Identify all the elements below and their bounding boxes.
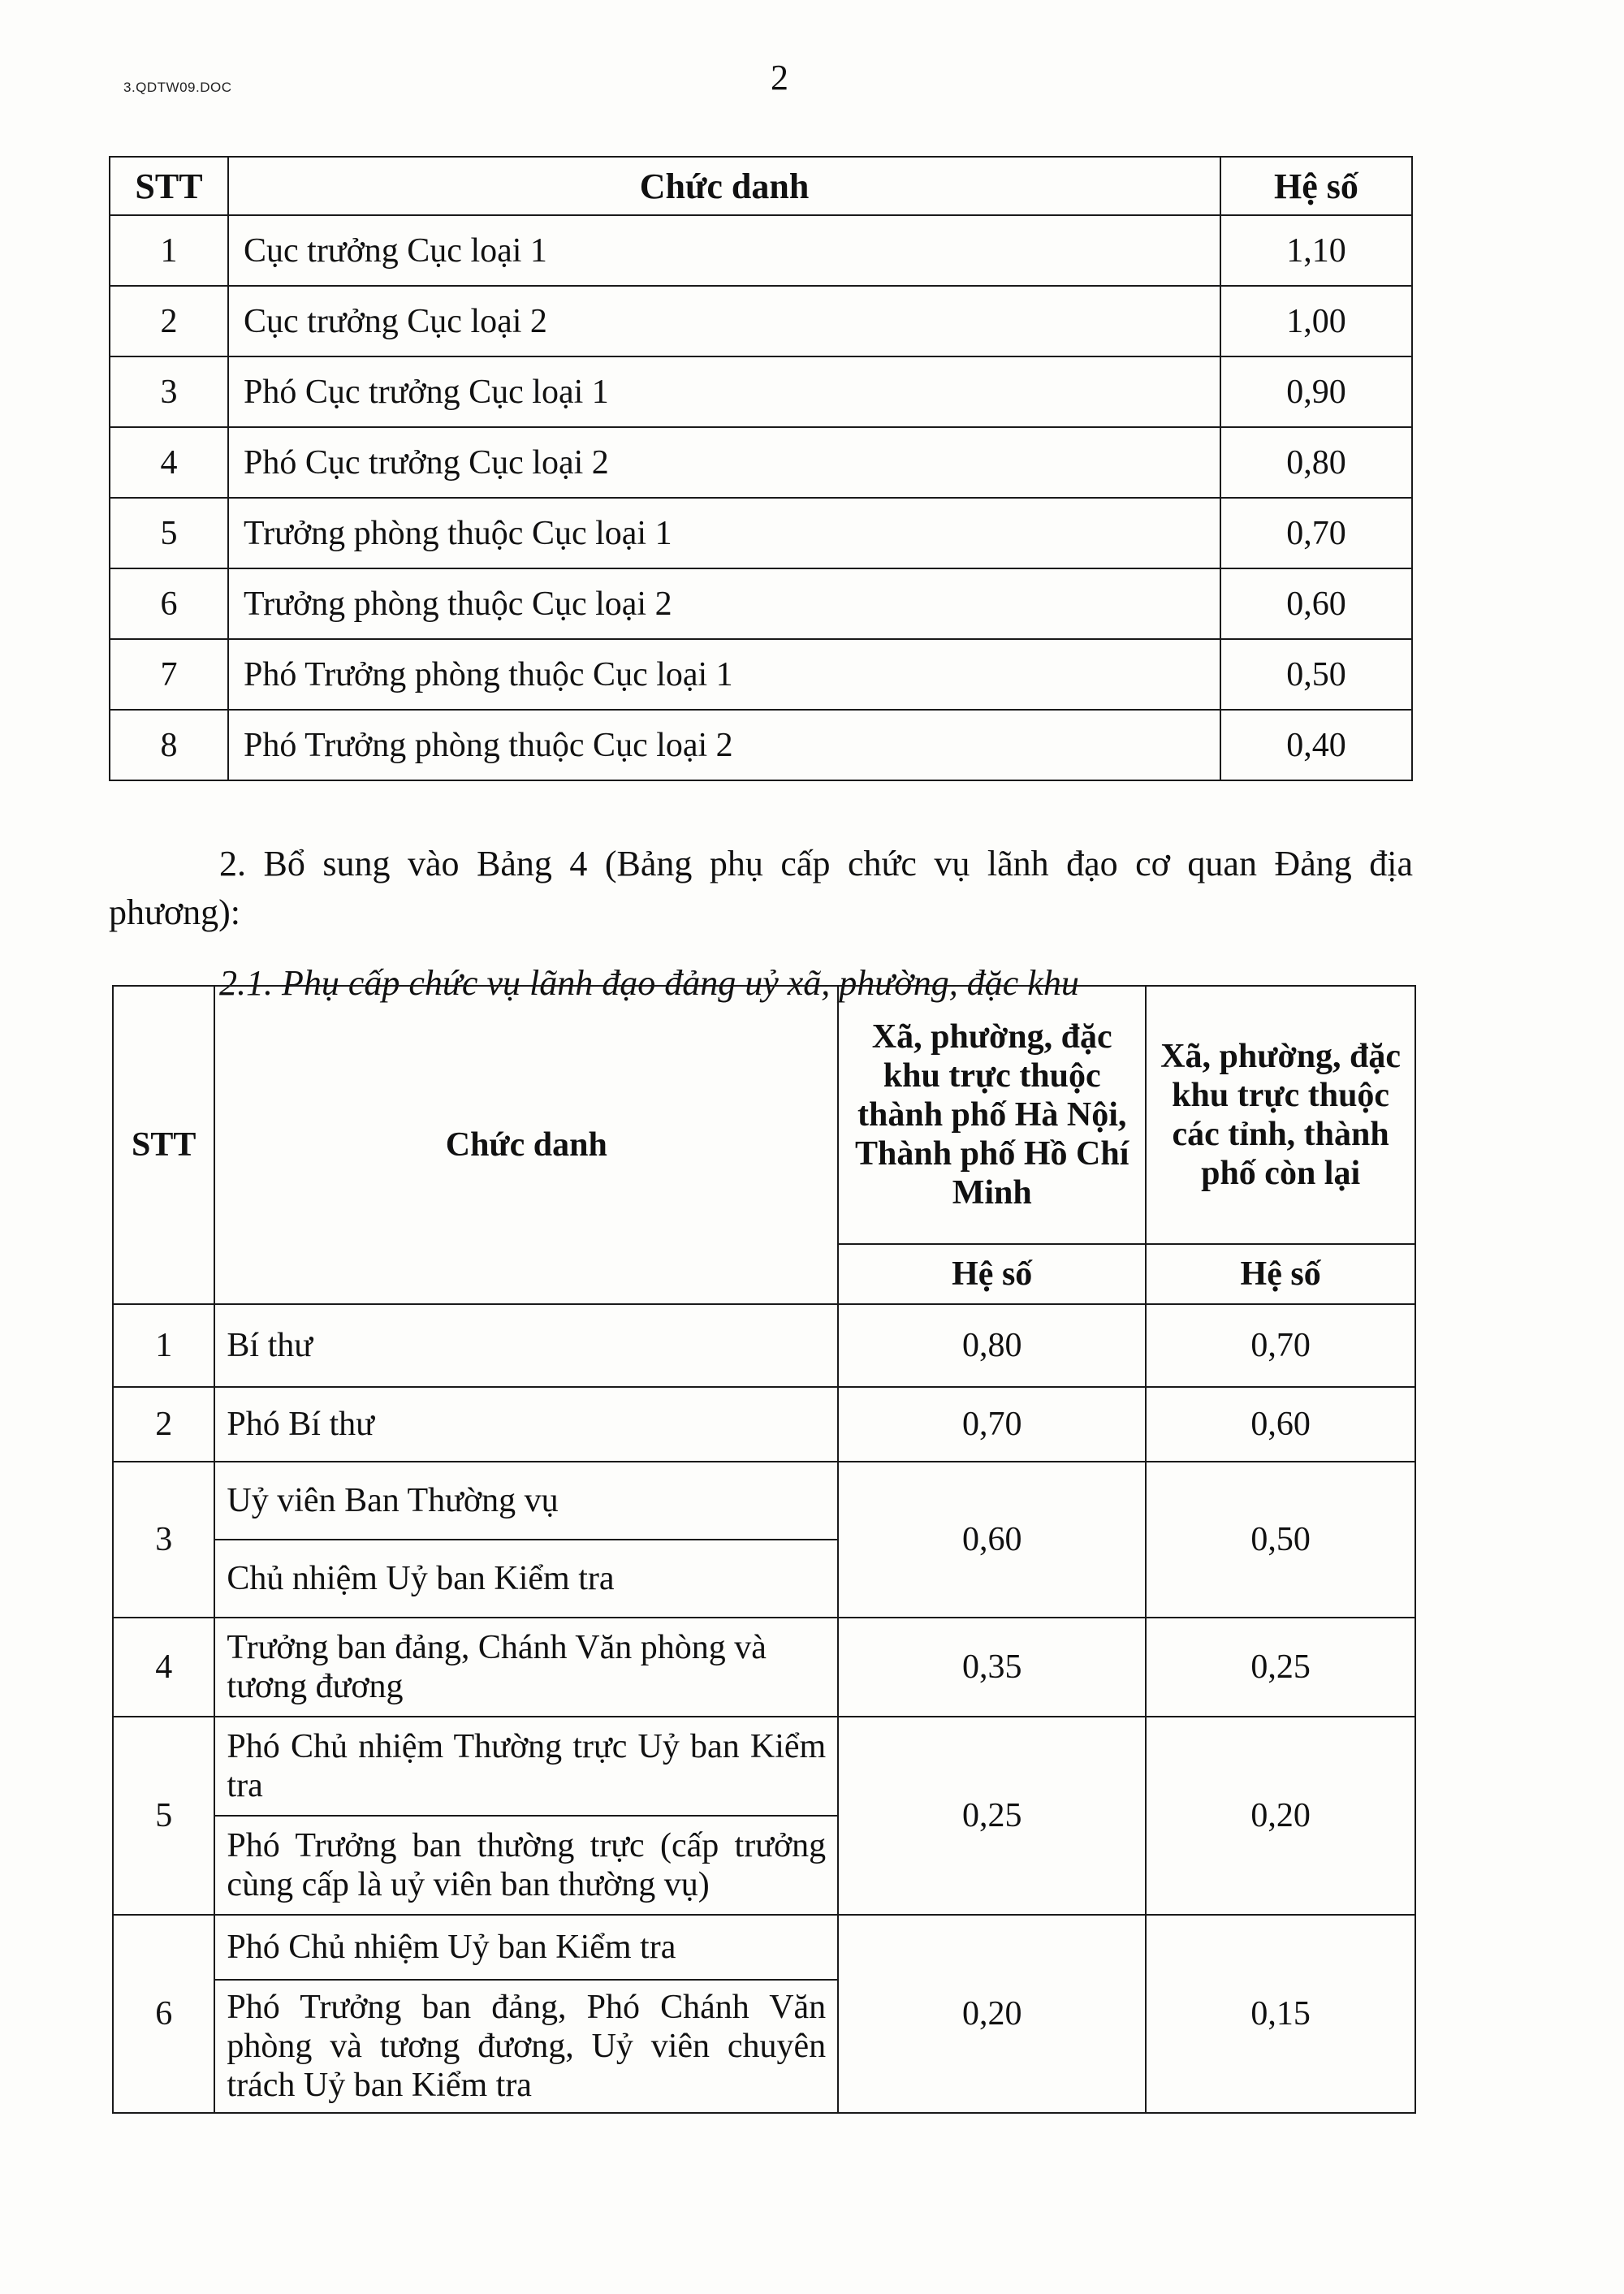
header-coefficient-1: Hệ số (838, 1244, 1146, 1304)
row-title: Bí thư (214, 1304, 838, 1387)
row-title: Uỷ viên Ban Thường vụ (214, 1462, 838, 1540)
header-title: Chức danh (214, 986, 838, 1304)
row-value-other: 0,25 (1146, 1618, 1415, 1717)
row-coefficient: 1,00 (1220, 286, 1412, 356)
table-commune-party-allowance (112, 985, 1416, 2114)
table-row (110, 639, 1412, 710)
row-value-hanoi-hcmc: 0,25 (838, 1717, 1146, 1915)
section-2-1-heading: 2.1. Phụ cấp chức vụ lãnh đạo đảng uỷ xã, phường, đặc khu (219, 963, 1079, 1003)
row-coefficient: 0,70 (1220, 498, 1412, 568)
section-2-paragraph: 2. Bổ sung vào Bảng 4 (Bảng phụ cấp chức vụ lãnh đạo cơ quan Đảng địa phương): (109, 844, 1413, 932)
row-stt: 2 (110, 286, 228, 356)
row-value-other: 0,60 (1146, 1387, 1415, 1462)
row-value-other: 0,50 (1146, 1462, 1415, 1618)
row-stt: 6 (110, 568, 228, 639)
row-stt: 2 (113, 1387, 214, 1462)
row-title: Phó Trưởng phòng thuộc Cục loại 1 (228, 639, 1220, 710)
row-stt: 6 (113, 1915, 214, 2113)
header-other-provinces: Xã, phường, đặc khu trực thuộc các tỉnh, thành phố còn lại (1146, 986, 1415, 1244)
row-value-other: 0,70 (1146, 1304, 1415, 1387)
row-value-hanoi-hcmc: 0,60 (838, 1462, 1146, 1618)
table-row (113, 1618, 1415, 1717)
header-title: Chức danh (228, 157, 1220, 215)
header-hanoi-hcmc: Xã, phường, đặc khu trực thuộc thành phố Hà Nội, Thành phố Hồ Chí Minh (838, 986, 1146, 1244)
row-title: Phó Chủ nhiệm Uỷ ban Kiểm tra (214, 1915, 838, 1980)
row-title: Trưởng phòng thuộc Cục loại 2 (228, 568, 1220, 639)
row-stt: 1 (113, 1304, 214, 1387)
row-coefficient: 0,80 (1220, 427, 1412, 498)
row-coefficient: 1,10 (1220, 215, 1412, 286)
row-title: Cục trưởng Cục loại 2 (228, 286, 1220, 356)
table-row (113, 1462, 1415, 1540)
header-coefficient: Hệ số (1220, 157, 1412, 215)
table-header-row (110, 157, 1412, 215)
row-stt: 3 (113, 1462, 214, 1618)
row-coefficient: 0,90 (1220, 356, 1412, 427)
row-title: Phó Cục trưởng Cục loại 2 (228, 427, 1220, 498)
row-stt: 8 (110, 710, 228, 780)
row-value-hanoi-hcmc: 0,70 (838, 1387, 1146, 1462)
table-row (110, 427, 1412, 498)
table-row (110, 568, 1412, 639)
row-stt: 5 (110, 498, 228, 568)
row-stt: 3 (110, 356, 228, 427)
row-value-hanoi-hcmc: 0,80 (838, 1304, 1146, 1387)
row-coefficient: 0,50 (1220, 639, 1412, 710)
table-row (110, 215, 1412, 286)
row-value-other: 0,15 (1146, 1915, 1415, 2113)
table-row (110, 356, 1412, 427)
document-filename: 3.QDTW09.DOC (123, 80, 232, 95)
table-leadership-allowance-department (109, 156, 1413, 781)
header-coefficient-2: Hệ số (1146, 1244, 1415, 1304)
page-number: 2 (771, 58, 788, 97)
header-stt: STT (110, 157, 228, 215)
row-title: Phó Bí thư (214, 1387, 838, 1462)
header-stt: STT (113, 986, 214, 1304)
row-stt: 1 (110, 215, 228, 286)
row-stt: 4 (113, 1618, 214, 1717)
table-row (113, 1304, 1415, 1387)
table-header-row (113, 986, 1415, 1244)
table-row (110, 710, 1412, 780)
table-row (113, 1387, 1415, 1462)
row-title: Chủ nhiệm Uỷ ban Kiểm tra (214, 1540, 838, 1618)
row-stt: 4 (110, 427, 228, 498)
row-title: Phó Trưởng ban thường trực (cấp trưởng cùng cấp là uỷ viên ban thường vụ) (214, 1816, 838, 1915)
row-stt: 7 (110, 639, 228, 710)
row-coefficient: 0,40 (1220, 710, 1412, 780)
row-title: Trưởng ban đảng, Chánh Văn phòng và tương đương (214, 1618, 838, 1717)
row-title: Phó Trưởng phòng thuộc Cục loại 2 (228, 710, 1220, 780)
table-row (113, 1915, 1415, 1980)
row-value-hanoi-hcmc: 0,35 (838, 1618, 1146, 1717)
row-title: Trưởng phòng thuộc Cục loại 1 (228, 498, 1220, 568)
row-title: Phó Chủ nhiệm Thường trực Uỷ ban Kiểm tra (214, 1717, 838, 1816)
table-row (110, 498, 1412, 568)
row-title: Cục trưởng Cục loại 1 (228, 215, 1220, 286)
row-coefficient: 0,60 (1220, 568, 1412, 639)
table-row (110, 286, 1412, 356)
row-title: Phó Cục trưởng Cục loại 1 (228, 356, 1220, 427)
row-value-hanoi-hcmc: 0,20 (838, 1915, 1146, 2113)
table-row (113, 1717, 1415, 1816)
row-title: Phó Trưởng ban đảng, Phó Chánh Văn phòng và tương đương, Uỷ viên chuyên trách Uỷ ban Kiểm tra (214, 1980, 838, 2113)
row-stt: 5 (113, 1717, 214, 1915)
row-value-other: 0,20 (1146, 1717, 1415, 1915)
